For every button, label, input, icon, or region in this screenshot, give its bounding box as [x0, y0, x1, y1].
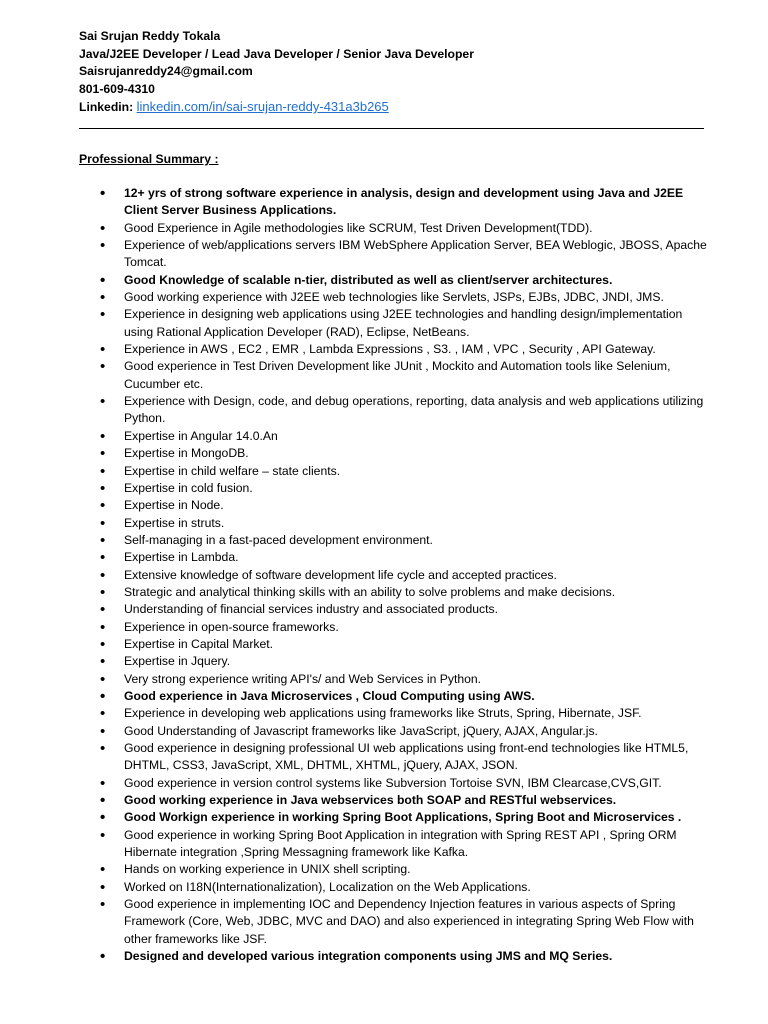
header-divider: [79, 128, 704, 129]
linkedin-row: [79, 98, 474, 117]
list-item: • Good Knowledge of scalable n-tier, distributed as well as client/server architectures.: [79, 272, 709, 289]
list-item: • Designed and developed various integration components using JMS and MQ Series.: [79, 948, 709, 965]
list-item: • Expertise in Jquery.: [79, 653, 709, 670]
list-item: • Good experience in working Spring Boot Application in integration with Spring REST API , Spring ORM Hibernate integration ,Spring Messagning framework like Kafka.: [79, 827, 709, 862]
list-item: • Experience with Design, code, and debug operations, reporting, data analysis and web applications utilizing Python.: [79, 393, 709, 428]
list-item: • Expertise in struts.: [79, 515, 709, 532]
list-item: • Expertise in Lambda.: [79, 549, 709, 566]
list-item: • Expertise in cold fusion.: [79, 480, 709, 497]
list-item: • Experience in AWS , EC2 , EMR , Lambda Expressions , S3. , IAM , VPC , Security , API Gateway.: [79, 341, 709, 358]
list-item: • Expertise in Angular 14.0.An: [79, 428, 709, 445]
list-item: • Expertise in Node.: [79, 497, 709, 514]
list-item: • Good experience in Java Microservices , Cloud Computing using AWS.: [79, 688, 709, 705]
candidate-name: Sai Srujan Reddy Tokala: [79, 29, 221, 43]
list-item: • Strategic and analytical thinking skills with an ability to solve problems and make decisions.: [79, 584, 709, 601]
candidate-email: Saisrujanreddy24@gmail.com: [79, 64, 253, 78]
list-item: • Expertise in Capital Market.: [79, 636, 709, 653]
candidate-title: Java/J2EE Developer / Lead Java Developer / Senior Java Developer: [79, 46, 474, 61]
linkedin-label: Linkedin:: [79, 100, 134, 114]
list-item: • Extensive knowledge of software development life cycle and accepted practices.: [79, 567, 709, 584]
list-item: • Good Understanding of Javascript frameworks like JavaScript, jQuery, AJAX, Angular.js.: [79, 723, 709, 740]
list-item: • 12+ yrs of strong software experience in analysis, design and development using Java and J2EE Client Server Business Applications.: [79, 185, 709, 220]
list-item: • Very strong experience writing API's/ and Web Services in Python.: [79, 671, 709, 688]
list-item: • Hands on working experience in UNIX shell scripting.: [79, 861, 709, 878]
candidate-phone: 801-609-4310: [79, 81, 155, 96]
list-item: • Worked on I18N(Internationalization), Localization on the Web Applications.: [79, 879, 709, 896]
list-item: • Good experience in designing professional UI web applications using front-end technologies like HTML5, DHTML, CSS3, JavaScript, XML, DHTML, XHTML, jQuery, AJAX, JSON.: [79, 740, 709, 775]
list-item: • Good experience in version control systems like Subversion Tortoise SVN, IBM Clearcase,CVS,GIT.: [79, 775, 709, 792]
list-item: • Understanding of financial services industry and associated products.: [79, 601, 709, 618]
list-item: • Good working experience with J2EE web technologies like Servlets, JSPs, EJBs, JDBC, JNDI, JMS.: [79, 289, 709, 306]
list-item: • Experience in developing web applications using frameworks like Struts, Spring, Hibernate, JSF.: [79, 705, 709, 722]
list-item: • Good experience in implementing IOC and Dependency Injection features in various aspects of Spring Framework (Core, Web, JDBC, MVC and DAO) and also experienced in integrating Spring Web Flow with other frameworks like JSF.: [79, 896, 709, 948]
list-item: • Good experience in Test Driven Development like JUnit , Mockito and Automation tools like Selenium, Cucumber etc.: [79, 358, 709, 393]
resume-header: [79, 28, 474, 117]
list-item: • Good Workign experience in working Spring Boot Applications, Spring Boot and Microservices .: [79, 809, 709, 826]
list-item: • Self-managing in a fast-paced development environment.: [79, 532, 709, 549]
list-item: • Good Experience in Agile methodologies like SCRUM, Test Driven Development(TDD).: [79, 220, 709, 237]
list-item: • Expertise in child welfare – state clients.: [79, 463, 709, 480]
list-item: • Experience of web/applications servers IBM WebSphere Application Server, BEA Weblogic, JBOSS, Apache Tomcat.: [79, 237, 709, 272]
list-item: • Expertise in MongoDB.: [79, 445, 709, 462]
list-item: • Good working experience in Java webservices both SOAP and RESTful webservices.: [79, 792, 709, 809]
summary-list: [79, 185, 709, 965]
section-heading-professional-summary: Professional Summary :: [79, 152, 219, 166]
linkedin-link[interactable]: linkedin.com/in/sai-srujan-reddy-431a3b265: [136, 99, 389, 114]
list-item: • Experience in open-source frameworks.: [79, 619, 709, 636]
list-item: • Experience in designing web applications using J2EE technologies and handling design/implementation using Rational Application Developer (RAD), Eclipse, NetBeans.: [79, 306, 709, 341]
